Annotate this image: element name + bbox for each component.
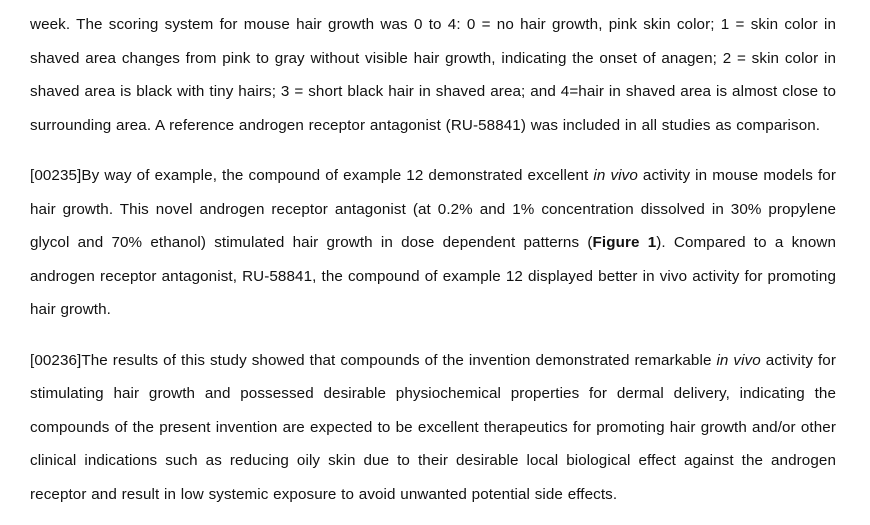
figure-reference: Figure 1	[592, 234, 657, 251]
paragraph-text: week. The scoring system for mouse hair growth was 0 to 4: 0 = no hair growth, pink skin color; 1 = skin color in shaved area changes from pink to gray without visible hair growth, indicating the onset of anagen; 2 = skin color in shaved area is black with tiny hairs; 3 = short black hair in shaved area; and 4=hair in shaved area is almost close to surrounding area. A reference androgen receptor antagonist (RU-58841) was included in all studies as comparison.	[30, 16, 836, 134]
paragraph-text-part: activity in mouse models for hair growth. This novel androgen receptor antagonist (at 0.2% and 1% concentration dissolved in 30% propylene glycol and 70% ethanol) stimulated hair growth in dose dependent patterns (	[30, 167, 836, 251]
paragraph-continued	[30, 8, 836, 142]
paragraph-text-part: activity for stimulating hair growth and possessed desirable physiochemical properties for dermal delivery, indicating the compounds of the present invention are expected to be excellent therapeutics for promoting hair growth and/or other clinical indications such as reducing oily skin due to their desirable local biological effect against the androgen receptor and result in low systemic exposure to avoid unwanted potential side effects.	[30, 351, 836, 503]
paragraph-text-part: The results of this study showed that compounds of the invention demonstrated remarkable	[81, 351, 717, 369]
paragraph-text-part: ). Compared to a known androgen receptor antagonist, RU-58841, the compound of example 12 displayed better in vivo activity for promoting hair growth.	[30, 234, 836, 318]
paragraph-number: [00236]	[30, 351, 82, 369]
italic-phrase-in-vivo: in vivo	[593, 167, 638, 184]
paragraph-text-part: By way of example, the compound of example 12 demonstrated excellent	[81, 167, 594, 184]
paragraph-number: [00235]	[30, 167, 82, 184]
paragraph-00235	[30, 159, 836, 327]
italic-phrase-in-vivo: in vivo	[716, 351, 761, 369]
paragraph-00236	[30, 344, 836, 512]
